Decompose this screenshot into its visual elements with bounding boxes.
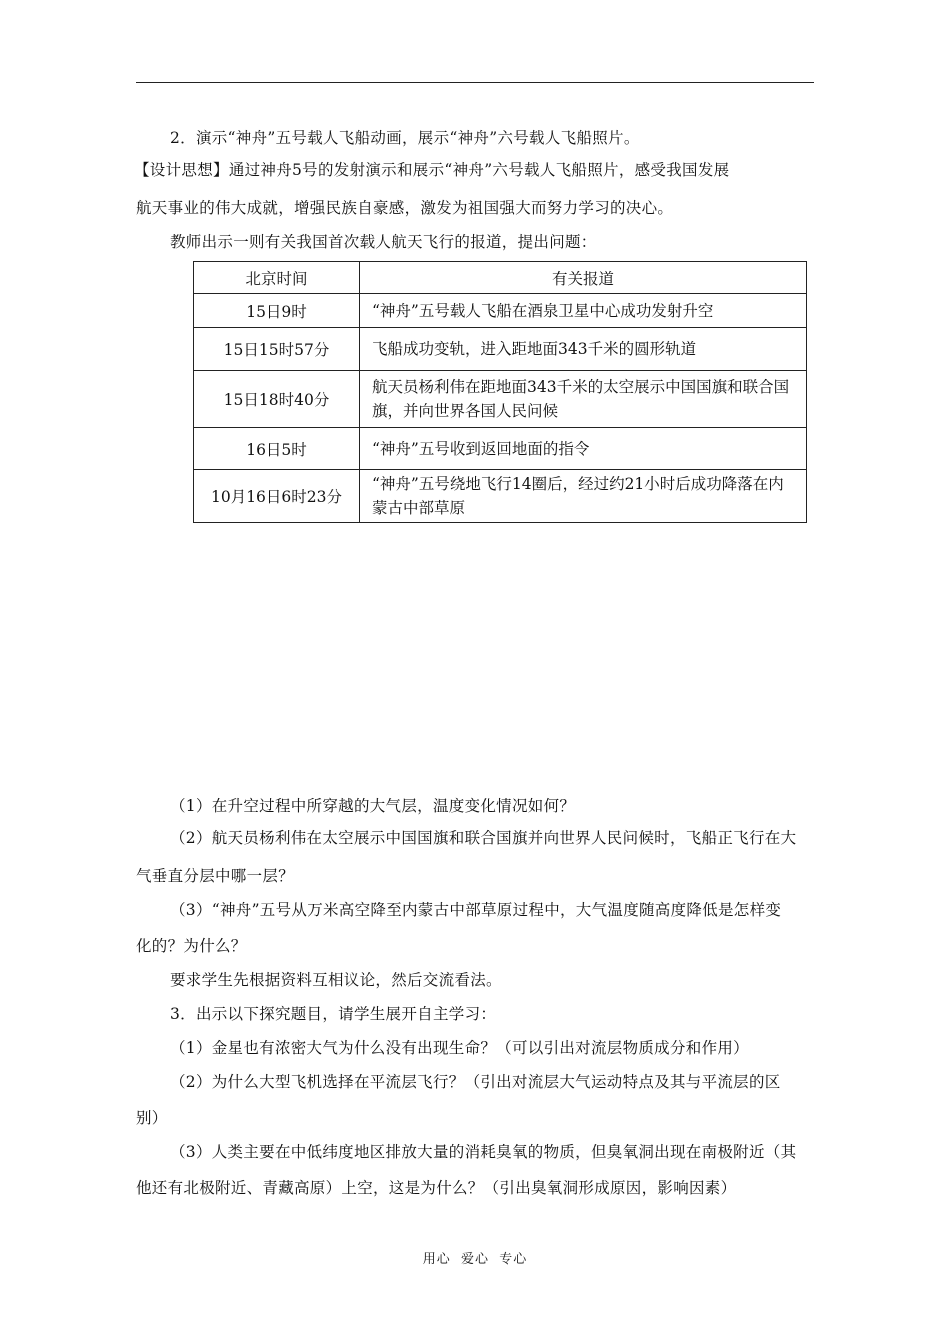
table-row xyxy=(194,470,807,523)
question-2-cont: 气垂直分层中哪一层？ xyxy=(136,867,295,885)
table-row xyxy=(194,371,807,428)
paragraph-discussion: 要求学生先根据资料互相议论，然后交流看法。 xyxy=(170,971,502,989)
row-report: “神舟”五号收到返回地面的指令 xyxy=(360,428,807,470)
inquiry-3-cont: 他还有北极附近、青藏高原）上空，这是为什么？（引出臭氧洞形成原因，影响因素） xyxy=(136,1179,737,1197)
table-row xyxy=(194,294,807,328)
spaceflight-report-table xyxy=(193,261,807,523)
inquiry-1: （1）金星也有浓密大气为什么没有出现生命？（可以引出对流层物质成分和作用） xyxy=(170,1039,749,1057)
question-1: （1）在升空过程中所穿越的大气层，温度变化情况如何？ xyxy=(170,797,576,815)
paragraph-demo: 2．演示“神舟”五号载人飞船动画，展示“神舟”六号载人飞船照片。 xyxy=(170,129,640,147)
question-3: （3）“神舟”五号从万米高空降至内蒙古中部草原过程中，大气温度随高度降低是怎样变 xyxy=(170,901,782,919)
row-report: “神舟”五号载人飞船在酒泉卫星中心成功发射升空 xyxy=(360,294,807,328)
row-report: “神舟”五号绕地飞行14圈后，经过约21小时后成功降落在内蒙古中部草原 xyxy=(360,470,807,523)
row-time: 10月16日6时23分 xyxy=(194,470,360,523)
question-3-cont: 化的？为什么？ xyxy=(136,937,247,955)
table-header-row xyxy=(194,262,807,294)
paragraph-teacher-report: 教师出示一则有关我国首次载人航天飞行的报道，提出问题： xyxy=(170,233,597,251)
inquiry-2-cont: 别） xyxy=(136,1109,168,1127)
row-report: 航天员杨利伟在距地面343千米的太空展示中国国旗和联合国旗，并向世界各国人民问候 xyxy=(360,371,807,428)
header-rule xyxy=(136,82,814,83)
paragraph-design-idea xyxy=(136,160,729,180)
header-related-report: 有关报道 xyxy=(360,262,807,294)
table-row xyxy=(194,428,807,470)
paragraph-inquiry-intro: 3．出示以下探究题目，请学生展开自主学习： xyxy=(170,1005,497,1023)
row-time: 16日5时 xyxy=(194,428,360,470)
row-report: 飞船成功变轨，进入距地面343千米的圆形轨道 xyxy=(360,328,807,371)
header-beijing-time: 北京时间 xyxy=(194,262,360,294)
row-time: 15日15时57分 xyxy=(194,328,360,371)
inquiry-3: （3）人类主要在中低纬度地区排放大量的消耗臭氧的物质，但臭氧洞出现在南极附近（其 xyxy=(170,1143,797,1161)
design-idea-text: 通过神舟5号的发射演示和展示“神舟”六号载人飞船照片，感受我国发展 xyxy=(228,161,730,179)
row-time: 15日18时40分 xyxy=(194,371,360,428)
row-time: 15日9时 xyxy=(194,294,360,328)
paragraph-design-idea-cont: 航天事业的伟大成就，增强民族自豪感，激发为祖国强大而努力学习的决心。 xyxy=(136,199,674,217)
inquiry-2: （2）为什么大型飞机选择在平流层飞行？（引出对流层大气运动特点及其与平流层的区 xyxy=(170,1073,781,1091)
design-idea-label: 【设计思想】 xyxy=(134,161,229,179)
question-2: （2）航天员杨利伟在太空展示中国国旗和联合国旗并向世界人民问候时，飞船正飞行在大 xyxy=(170,829,797,847)
page-footer: 用心 爱心 专心 xyxy=(422,1252,528,1267)
table-row xyxy=(194,328,807,371)
